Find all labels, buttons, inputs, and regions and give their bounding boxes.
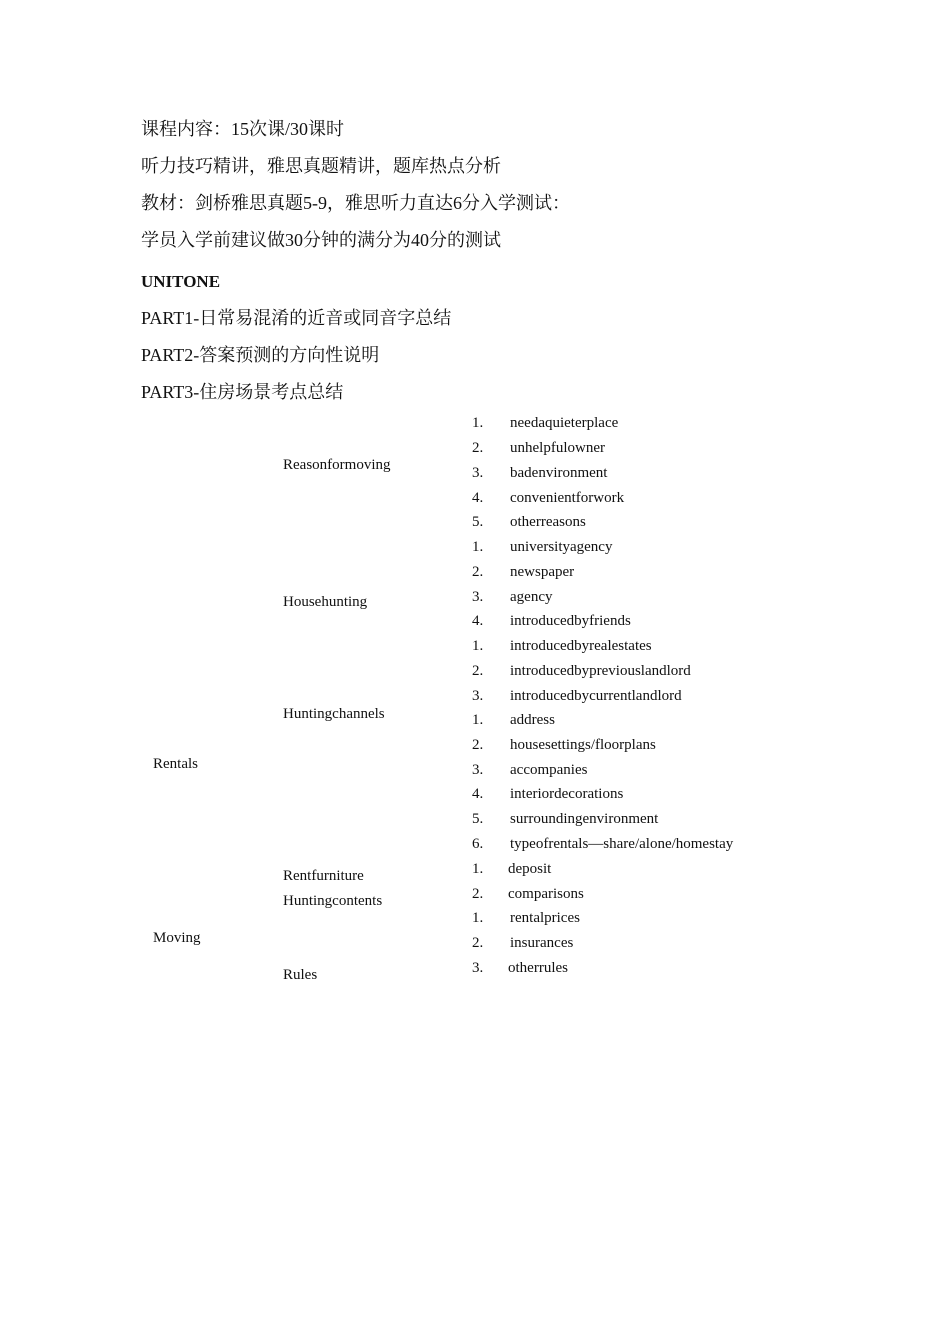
- list-item-text: address: [510, 712, 555, 728]
- list-item-number: 1.: [472, 861, 484, 877]
- part-3-heading: PART3-住房场景考点总结: [141, 382, 344, 402]
- list-item-number: 3.: [472, 688, 484, 704]
- list-item-number: 1.: [472, 539, 484, 555]
- outline-rentals-label: Rentals: [153, 756, 198, 772]
- list-item-number: 2.: [472, 886, 484, 902]
- list-item-text: housesettings/floorplans: [510, 737, 656, 753]
- list-item-number: 6.: [472, 836, 484, 852]
- unit-title: UNITONE: [141, 272, 221, 291]
- list-item-number: 2.: [472, 440, 484, 456]
- list-item-number: 2.: [472, 935, 484, 951]
- list-item-number: 4.: [472, 786, 484, 802]
- list-item-text: agency: [510, 589, 553, 605]
- list-item-number: 1.: [472, 910, 484, 926]
- list-item-text: universityagency: [510, 539, 613, 555]
- list-item-text: otherreasons: [510, 514, 586, 530]
- list-item-number: 3.: [472, 960, 484, 976]
- list-item-number: 3.: [472, 465, 484, 481]
- list-item-text: typeofrentals—share/alone/homestay: [510, 836, 734, 852]
- course-content-line: 课程内容：15次课/30课时: [141, 119, 345, 139]
- list-item-number: 5.: [472, 514, 484, 530]
- list-item-number: 5.: [472, 811, 484, 827]
- entry-test-line: 学员入学前建议做30分钟的满分为40分的测试: [141, 230, 501, 250]
- list-item-text: unhelpfulowner: [510, 440, 605, 456]
- list-item-text: accompanies: [510, 762, 588, 778]
- list-item-text: introducedbycurrentlandlord: [510, 688, 682, 704]
- list-item-number: 2.: [472, 663, 484, 679]
- list-item-number: 3.: [472, 589, 484, 605]
- list-item-number: 1.: [472, 638, 484, 654]
- list-item-number: 1.: [472, 712, 484, 728]
- list-item-text: introducedbyfriends: [510, 613, 631, 629]
- outline-house-hunting-label: Househunting: [283, 594, 368, 610]
- list-item-text: comparisons: [508, 886, 584, 902]
- outline-rent-furniture-label: Rentfurniture: [283, 868, 364, 884]
- list-item-number: 2.: [472, 737, 484, 753]
- textbook-line: 教材：剑桥雅思真题5-9，雅思听力直达6分入学测试：: [141, 193, 570, 213]
- outline-hunting-contents-label: Huntingcontents: [283, 893, 383, 909]
- list-item-number: 3.: [472, 762, 484, 778]
- list-item-text: introducedbypreviouslandlord: [510, 663, 691, 679]
- list-item-text: rentalprices: [510, 910, 580, 926]
- list-item-text: badenvironment: [510, 465, 608, 481]
- list-item-text: deposit: [508, 861, 552, 877]
- list-item-number: 4.: [472, 490, 484, 506]
- list-item-text: interiordecorations: [510, 786, 624, 802]
- list-item-text: needaquieterplace: [510, 415, 619, 431]
- list-item-number: 4.: [472, 613, 484, 629]
- outline-reason-for-moving-label: Reasonformoving: [283, 457, 391, 473]
- list-item-text: newspaper: [510, 564, 575, 580]
- outline-rules-label: Rules: [283, 967, 318, 983]
- part-1-heading: PART1-日常易混淆的近音或同音字总结: [141, 308, 452, 328]
- outline-moving-label: Moving: [153, 930, 201, 946]
- part-2-heading: PART2-答案预测的方向性说明: [141, 345, 380, 365]
- list-item-number: 1.: [472, 415, 484, 431]
- list-item-text: insurances: [510, 935, 574, 951]
- list-item-text: introducedbyrealestates: [510, 638, 652, 654]
- course-focus-line: 听力技巧精讲，雅思真题精讲，题库热点分析: [141, 156, 501, 176]
- list-item-text: otherrules: [508, 960, 568, 976]
- outline-hunting-channels-label: Huntingchannels: [283, 706, 385, 722]
- list-item-number: 2.: [472, 564, 484, 580]
- list-item-text: convenientforwork: [510, 490, 625, 506]
- list-item-text: surroundingenvironment: [510, 811, 659, 827]
